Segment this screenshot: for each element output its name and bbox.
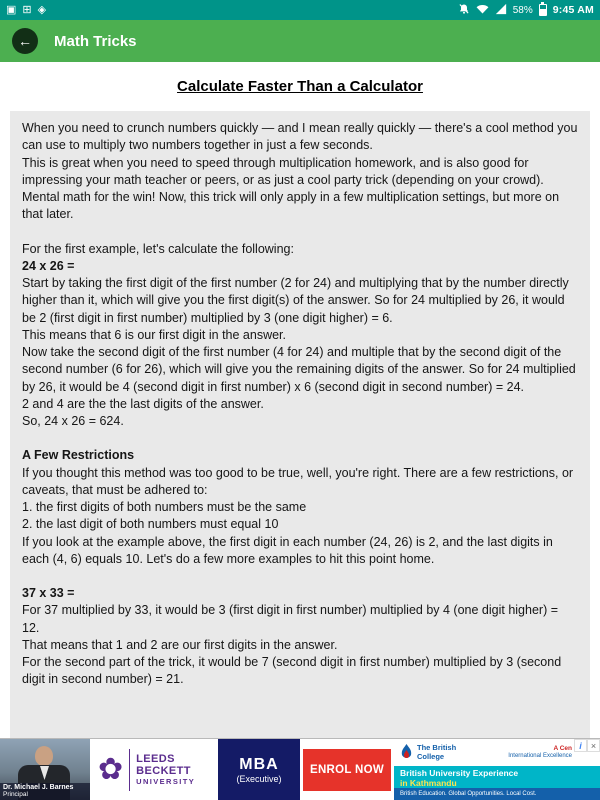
article-paragraph: 2 and 4 are the the last digits of the answer. — [22, 396, 264, 411]
leeds-line3: UNIVERSITY — [136, 777, 196, 786]
status-notification-icons — [6, 5, 46, 16]
article-paragraph — [22, 568, 578, 585]
article-paragraph — [22, 430, 578, 447]
back-arrow-icon: ← — [18, 33, 32, 49]
article-paragraph: Start by taking the first digit of the first number (2 for 24) and multiplying that by the number directly higher than it, which will give you the first digit(s) of the answer. So for 24 multiplied by 26, it would be 2 (first digit in first number) multiplied by 3 (one digit higher) = 6. — [22, 276, 569, 325]
badge-line1: A Cen — [553, 745, 572, 753]
article-paragraph: If you thought this method was too good to be true, well, you're right. There are a few restrictions, or caveats, that must be adhered to: — [22, 465, 574, 497]
article-paragraph: 2. the last digit of both numbers must equal 10 — [22, 517, 279, 532]
photo-caption-name: Dr. Michael J. Barnes — [3, 784, 74, 791]
photo-head — [35, 746, 53, 766]
article-paragraph: For 37 multiplied by 33, it would be 3 (first digit in first number) multiplied by 4 (one digit higher) = 12. — [22, 603, 559, 635]
leeds-logo-text — [136, 753, 195, 786]
ad-principal-photo[interactable] — [0, 739, 90, 800]
headline-line2: in Kathmandu — [400, 778, 457, 789]
mba-subtitle: (Executive) — [236, 773, 282, 784]
bc-name-line1: The British — [417, 743, 457, 753]
ad-close-icon[interactable]: × — [587, 739, 600, 752]
british-college-name — [417, 744, 456, 760]
british-college-header — [394, 739, 600, 766]
ad-cta-area — [300, 739, 394, 800]
mute-icon — [458, 3, 470, 18]
article-paragraph: If you look at the example above, the first digit in each number (24, 26) is 2, and the last digits in each (4, 6) equals 10. Let's do a few more examples to hit this point home. — [22, 534, 553, 566]
article-paragraph: This means that 6 is our first digit in the answer. — [22, 327, 287, 342]
british-college-footer: British Education. Global Opportunities. Local Cost. — [394, 788, 600, 800]
article-paragraph — [22, 224, 578, 241]
article-paragraph: This is great when you need to speed through multiplication homework, and is also good for impressing your math teacher or peers, or as just a cool party trick (depending on your crowd). Mental math for the win! Now, this trick will only apply in a few multiplication settings, but more on that later. — [22, 155, 560, 222]
article-paragraph: Now take the second digit of the first number (4 for 24) and multiple that by the second digit of the second number (6 for 26), which will give you the remaining digits of the answer. So for 24 multiplied by 26, it would be 4 (second digit in first number) x 6 (second digit in second number) = 24. — [22, 345, 576, 394]
article-paragraph: For the first example, let's calculate the following: — [22, 241, 294, 256]
cellular-signal-icon — [495, 3, 507, 18]
photo-caption — [0, 783, 90, 800]
clock: 9:45 AM — [552, 4, 594, 16]
app-notification-icon: ⊞ — [22, 3, 32, 16]
status-bar — [0, 0, 600, 20]
photo-caption-role: Principal — [3, 791, 28, 798]
british-college-logo-icon — [400, 744, 413, 761]
excellence-badge — [508, 745, 572, 759]
enrol-now-button[interactable]: ENROL NOW — [303, 749, 391, 791]
rose-logo-icon: ✿ — [98, 752, 124, 786]
bc-name-line2: College — [417, 751, 445, 761]
article-body — [10, 111, 590, 738]
battery-percent: 58% — [512, 4, 533, 16]
screenshot-notification-icon: ▣ — [6, 3, 17, 16]
article-scroll-area[interactable] — [0, 62, 600, 738]
british-college-headline — [394, 766, 600, 788]
article-title: Calculate Faster Than a Calculator — [177, 78, 423, 95]
message-notification-icon: ◈ — [37, 3, 47, 16]
battery-icon — [539, 4, 547, 16]
article-paragraph: 1. the first digits of both numbers must be the same — [22, 500, 307, 514]
wifi-icon — [476, 4, 489, 17]
mba-title: MBA — [239, 755, 279, 773]
leeds-line1: LEEDS — [136, 753, 175, 765]
article-paragraph: When you need to crunch numbers quickly — and I mean really quickly — there's a cool method you can use to multiply two numbers together in just a few seconds. — [22, 121, 578, 153]
headline-line1: British University Experience — [400, 768, 519, 778]
battery-fill — [540, 9, 546, 15]
ad-mba-block[interactable] — [218, 739, 300, 800]
status-system-icons — [458, 3, 594, 18]
logo-divider — [129, 749, 130, 791]
ad-banner[interactable] — [0, 738, 600, 800]
article-paragraph: For the second part of the trick, it would be 7 (second digit in first number) multiplied by 3 (second digit in second number) = 21. — [22, 655, 562, 687]
article-paragraph: 24 x 26 = — [22, 258, 75, 273]
leeds-line2: BECKETT — [136, 765, 191, 777]
adchoices-info-icon[interactable]: i — [574, 739, 587, 752]
article-paragraph: 37 x 33 = — [22, 586, 75, 600]
app-bar — [0, 20, 600, 62]
app-title: Math Tricks — [54, 32, 137, 50]
badge-line2: International Excellence — [508, 752, 572, 759]
ad-leeds-beckett-logo[interactable] — [90, 739, 218, 800]
back-button[interactable] — [12, 28, 38, 54]
article-paragraph: A Few Restrictions — [22, 448, 135, 463]
article-paragraph: So, 24 x 26 = 624. — [22, 414, 124, 428]
ad-british-college-block[interactable] — [394, 739, 600, 800]
article-paragraph: That means that 1 and 2 are our first digits in the answer. — [22, 637, 338, 652]
